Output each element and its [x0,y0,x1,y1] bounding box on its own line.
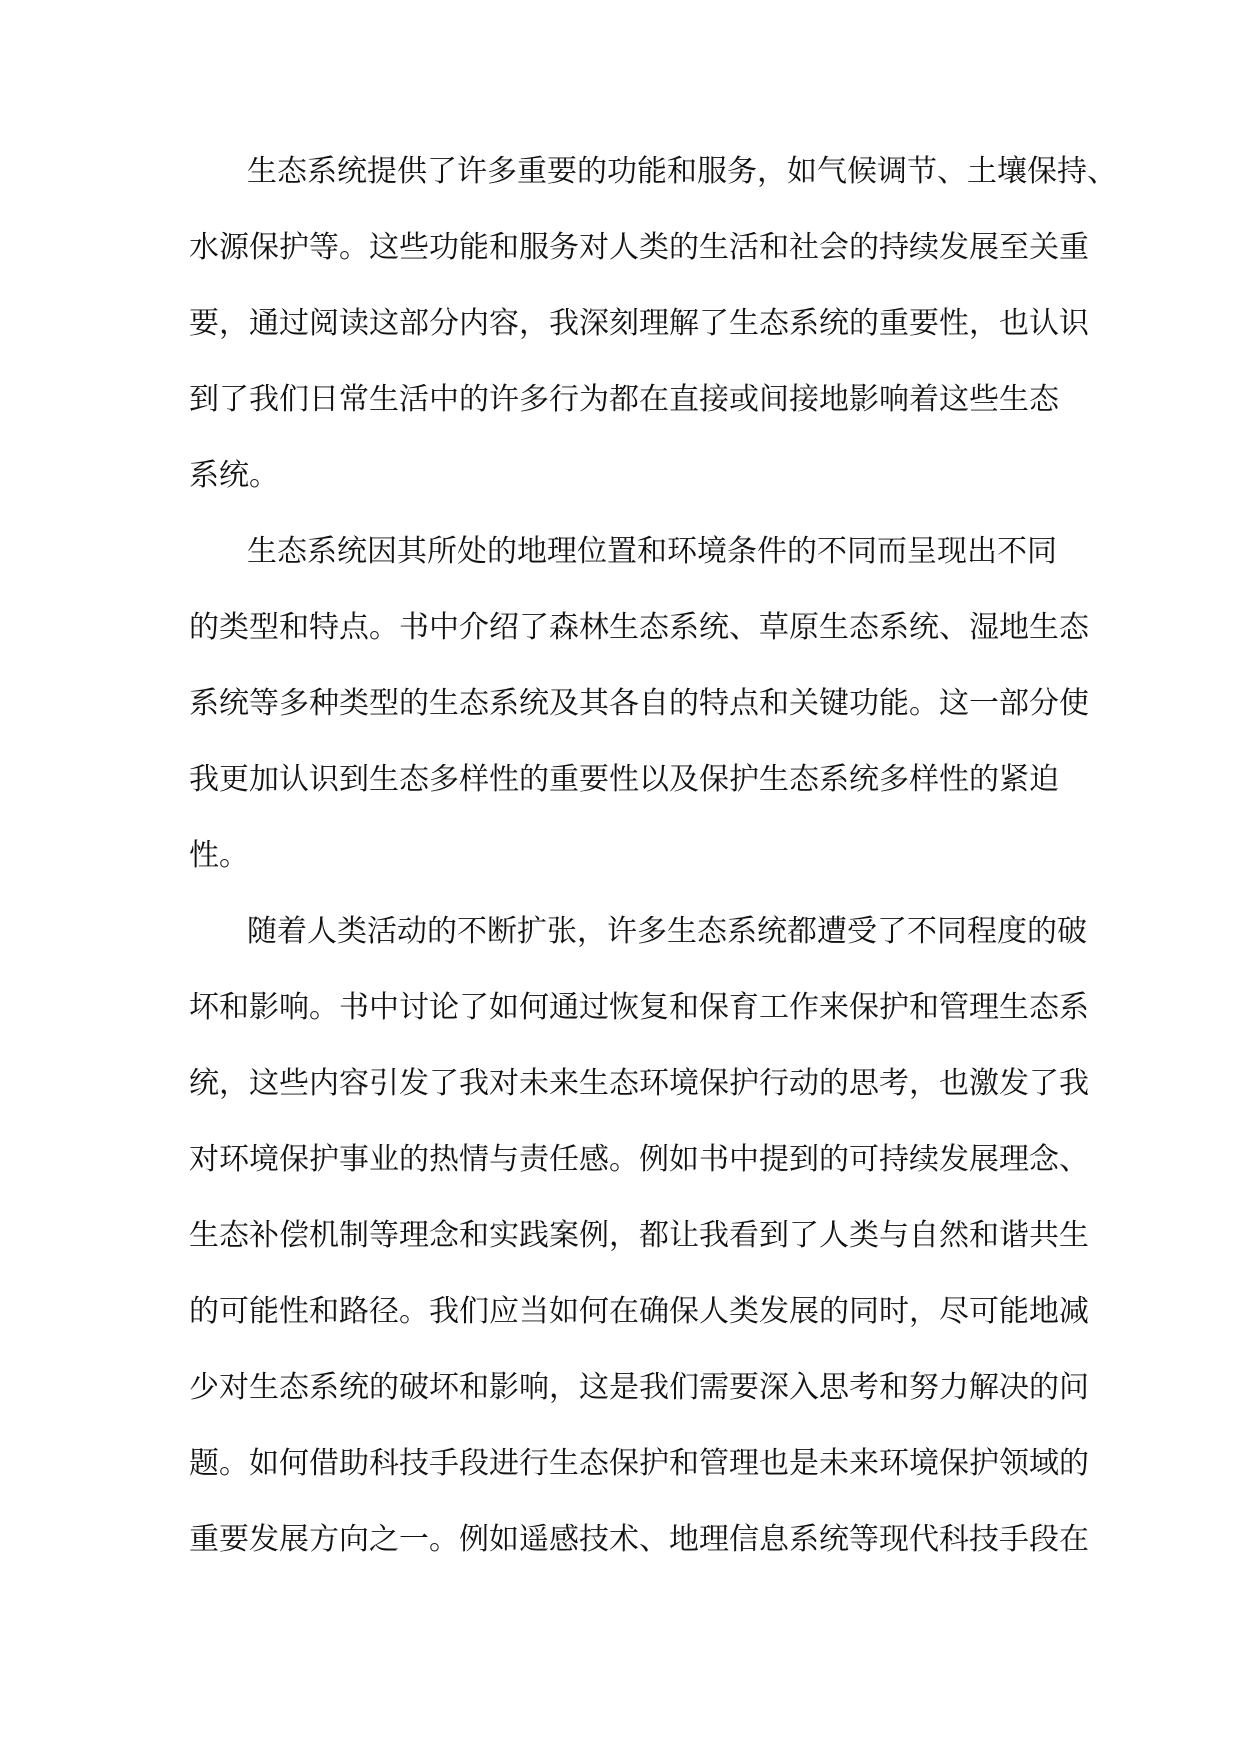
paragraph-3-line-4: 对环境保护事业的热情与责任感。例如书中提到的可持续发展理念、 [189,1142,1089,1177]
paragraph-3-line-6: 的可能性和路径。我们应当如何在确保人类发展的同时，尽可能地减 [189,1294,1089,1329]
paragraph-1-line-3: 要，通过阅读这部分内容，我深刻理解了生态系统的重要性，也认识 [189,306,1089,341]
paragraph-2-line-2: 的类型和特点。书中介绍了森林生态系统、草原生态系统、湿地生态 [189,610,1089,645]
paragraph-3-line-7: 少对生态系统的破坏和影响，这是我们需要深入思考和努力解决的问 [189,1370,1089,1405]
paragraph-1-line-4: 到了我们日常生活中的许多行为都在直接或间接地影响着这些生态 [189,382,1059,417]
paragraph-3-line-5: 生态补偿机制等理念和实践案例，都让我看到了人类与自然和谐共生 [189,1218,1089,1253]
paragraph-3-line-1: 随着人类活动的不断扩张，许多生态系统都遭受了不同程度的破 [247,914,1087,949]
paragraph-1-line-5: 系统。 [189,458,279,493]
paragraph-1-line-1: 生态系统提供了许多重要的功能和服务，如气候调节、土壤保持、 [247,154,1117,189]
paragraph-2-line-5: 性。 [189,838,249,873]
paragraph-3-line-2: 坏和影响。书中讨论了如何通过恢复和保育工作来保护和管理生态系 [189,990,1089,1025]
paragraph-3-line-3: 统，这些内容引发了我对未来生态环境保护行动的思考，也激发了我 [189,1066,1089,1101]
paragraph-1-line-2: 水源保护等。这些功能和服务对人类的生活和社会的持续发展至关重 [189,230,1089,265]
paragraph-2-line-3: 系统等多种类型的生态系统及其各自的特点和关键功能。这一部分使 [189,686,1089,721]
paragraph-2-line-4: 我更加认识到生态多样性的重要性以及保护生态系统多样性的紧迫 [189,762,1059,797]
paragraph-3-line-9: 重要发展方向之一。例如遥感技术、地理信息系统等现代科技手段在 [189,1522,1089,1557]
paragraph-2-line-1: 生态系统因其所处的地理位置和环境条件的不同而呈现出不同 [247,534,1057,569]
paragraph-3-line-8: 题。如何借助科技手段进行生态保护和管理也是未来环境保护领域的 [189,1446,1089,1481]
